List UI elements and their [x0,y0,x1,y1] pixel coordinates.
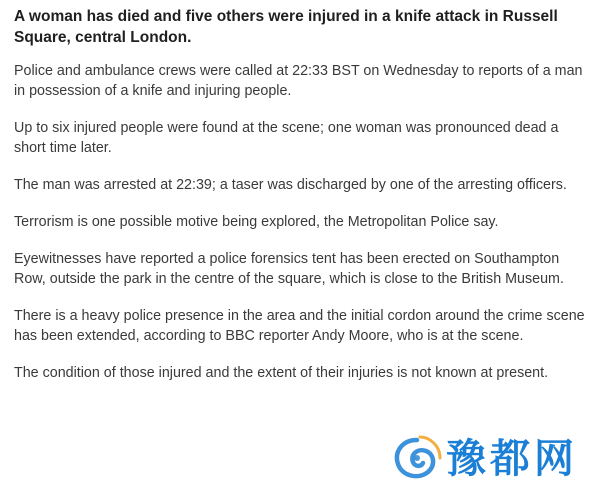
article-paragraph: Up to six injured people were found at the scene; one woman was pronounced dead a short time later. [14,120,559,156]
article-body [14,6,586,400]
article-paragraph: Police and ambulance crews were called at 22:33 BST on Wednesday to reports of a man in possession of a knife and injuring people. [14,63,583,99]
article-paragraph: The condition of those injured and the extent of their injuries is not known at present. [14,365,549,381]
article-paragraph: The man was arrested at 22:39; a taser was discharged by one of the arresting officers. [14,177,567,193]
watermark-text: 豫都网 [446,435,578,482]
site-watermark [390,434,594,484]
article-paragraph: Eyewitnesses have reported a police forensics tent has been erected on Southampton Row, outside the park in the centre of the square, which is close to the British Museum. [14,251,564,287]
swirl-logo-icon [390,434,444,484]
article-headline: A woman has died and five others were injured in a knife attack in Russell Square, central London. [14,8,558,46]
article-paragraph: There is a heavy police presence in the area and the initial cordon around the crime scene has been extended, according to BBC reporter Andy Moore, who is at the scene. [14,308,585,344]
article-paragraph: Terrorism is one possible motive being explored, the Metropolitan Police say. [14,214,499,230]
